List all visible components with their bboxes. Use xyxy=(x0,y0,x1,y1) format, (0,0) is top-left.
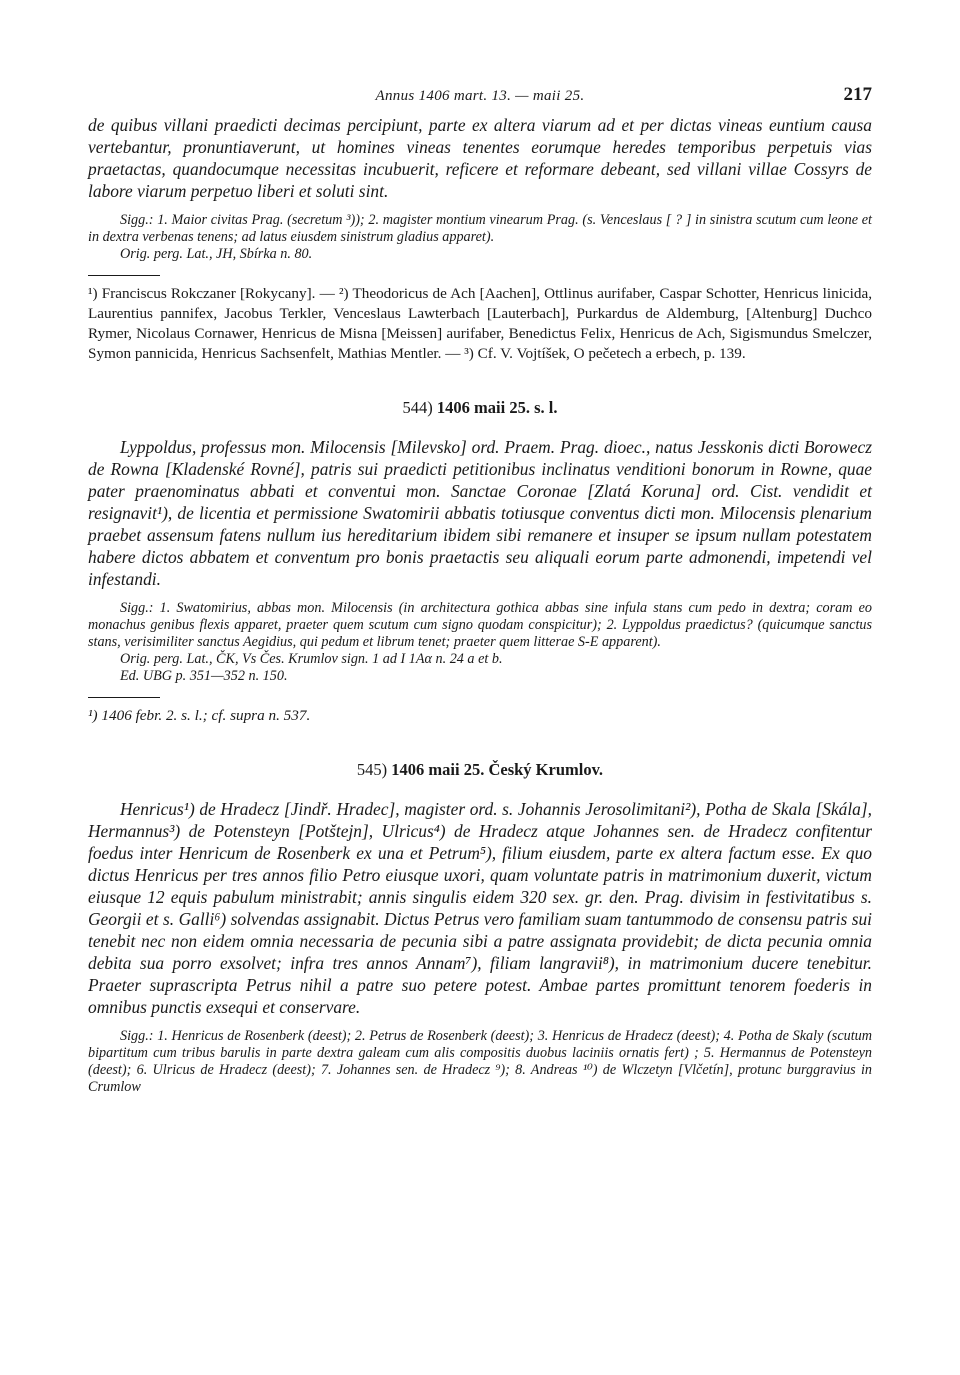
doc545-heading xyxy=(88,760,872,780)
doc543-body-continuation: de quibus villani praedicti decimas percipiunt, parte ex altera viarum ad et per dictas vineas euntium causa vertebantur, pronuntiaverunt, ut homines vineas tenentes eorumque heredes temporibus perpetuis vias praetactas, quandocumque necessitas incubuerit, reficere et reformare debeant, sed villani villae Cossyrs de labore viarum perpetuo liberi et soluti sint. xyxy=(88,115,872,201)
footnote-rule xyxy=(88,275,160,276)
doc544-date: 1406 maii 25. s. l. xyxy=(436,398,558,417)
doc543-original: Orig. perg. Lat., JH, Sbírka n. 80. xyxy=(120,246,313,262)
doc543-footnotes: ¹) Franciscus Rokczaner [Rokycany]. — ²) Theodoricus de Ach [Aachen], Ottlinus aurifaber, Caspar Schotter, Henricus linicida, Laurentius pannifex, Jacobus Terkler, Venceslaus Lawterbach [Lauterbach], Purkardus de Aldemburg, [Altenburg] Duchco Rymer, Nicolaus Cornawer, Henricus de Misna [Meissen] aurifaber, Benedictus Felix, Henricus de Ach, Sigismundus Smelczer, Symon pannicida, Henricus Sachsenfelt, Mathias Mentler. — ³) Cf. V. Vojtíšek, O pečetech a erbech, p. 139. xyxy=(88,285,872,362)
doc544-body: Lyppoldus, professus mon. Milocensis [Milevsko] ord. Praem. Prag. dioec., natus Jesskonis dicti Borowecz de Rowna [Kladenské Rovné], patris sui praedicti petitionibus inclinatus venditioni bonorum in Rowne, quae pater praenominatus abbati et conventui mon. Sanctae Coronae [Zlatá Koruna] ord. Cist. vendidit et resignavit¹), de licentia et permissione Swatomirii abbatis totiusque conventus dicti mon. Milocensis plenarium praebet assensum fatens nullum ius hereditarium ibidem sibi remanere et insuper se ipsum nullam potestatem habere dictos abbatem et conventum pro bonis praetactis seu aliquali eorum parte admonendi, impetendi vel infestandi. xyxy=(88,437,872,589)
running-head: Annus 1406 mart. 13. — maii 25. xyxy=(375,88,585,104)
doc545-body: Henricus¹) de Hradecz [Jindř. Hradec], magister ord. s. Johannis Jerosolimitani²), Potha de Skala [Skála], Hermannus³) de Potensteyn [Potštejn], Ulricus⁴) de Hradecz atque Johannes sen. de Hradecz confitentur foedus inter Henricum de Rosenberk ex una et Petrum⁵), filium eiusdem, parte ex altera factum esse. Ex quo dictus Henricus per tres annos filio Petro eiusque uxori, quam voluntate patris in matrimonium duxerit, victum eiusque 12 equis pabulum ministrabit; annis singulis eidem 320 sex. gr. den. Prag. divisim in festivitatibus s. Georgii et s. Galli⁶) solvendas assignabit. Dictus Petrus vero familiam suam tantummodo de consensu patris sui tenebit nec non eidem omnia necessaria de pecunia sibi a patre assignata providebit; de dicta pecunia omnia debita sua porro exsolvet; infra tres annos Annam⁷), filiam langravii⁸), in matrimonium ducere tenebitur. Praeter suprascripta Petrus nihil a patre suo petere potest. Ambae partes promittunt tenorem foederis in omnibus punctis exsequi et conservare. xyxy=(88,799,872,1017)
page-header xyxy=(88,84,872,114)
doc544-number: 544) xyxy=(402,398,433,417)
document-page xyxy=(88,84,872,1096)
doc545-number: 545) xyxy=(356,760,388,779)
page-number: 217 xyxy=(843,84,872,105)
doc544-footnotes xyxy=(88,706,872,726)
doc544-original: Orig. perg. Lat., ČK, Vs Čes. Krumlov sign. 1 ad I 1Aα n. 24 a et b. xyxy=(120,651,503,667)
doc543-seals: Sigg.: 1. Maior civitas Prag. (secretum ³)); 2. magister montium vinearum Prag. (s. Venceslaus [ ? ] in sinistra scutum cum leone et in dextra verbenas tenens; ad latus eiusdem sinistrum gladius apparet). xyxy=(88,212,872,245)
doc544-edition: Ed. UBG p. 351—352 n. 150. xyxy=(120,668,288,684)
doc544-heading xyxy=(88,398,872,418)
footnote-rule xyxy=(88,697,160,698)
doc545-date: 1406 maii 25. Český Krumlov. xyxy=(391,760,604,779)
doc545-seals: Sigg.: 1. Henricus de Rosenberk (deest); 2. Petrus de Rosenberk (deest); 3. Henricus de Hradecz (deest); 4. Potha de Skaly (scutum bipartitum cum tribus barulis in parte dextra galeam cum alis compositis duobus laciniis ornatis fert) ; 5. Hermannus de Potensteyn (deest); 6. Ulricus de Hradecz (deest); 7. Johannes sen. de Hradecz ⁹); 8. Andreas ¹⁰) de Wlczetyn [Vlčetín], protunc burggravius in Crumlow xyxy=(88,1028,872,1095)
doc544-seals: Sigg.: 1. Swatomirius, abbas mon. Milocensis (in architectura gothica abbas sine infula stans cum pedo in dextra; coram eo monachus genibus flexis apparet, praeter quem scutum cum signo quodam conspicitur); 2. Lyppoldus praedictus? (quicumque sanctus stans, verisimiliter sanctus Aegidius, qui pedum et librum tenet; praeter quem litterae S-E apparent). xyxy=(88,600,872,650)
doc544-footnote-text: ¹) 1406 febr. 2. s. l.; cf. supra n. 537. xyxy=(88,707,311,724)
